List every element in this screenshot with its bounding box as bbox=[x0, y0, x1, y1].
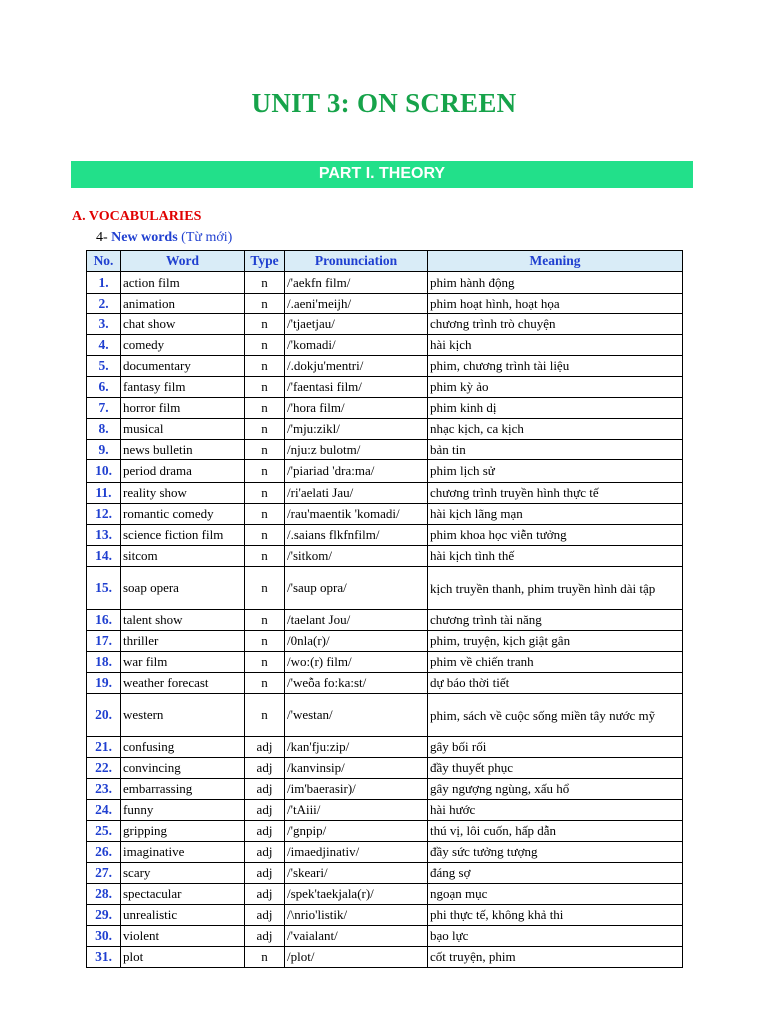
meaning-cell: phim khoa học viễn tưởng bbox=[428, 525, 683, 546]
table-row bbox=[87, 504, 683, 525]
word-cell: plot bbox=[121, 947, 245, 968]
row-number: 14. bbox=[87, 546, 121, 567]
row-number: 17. bbox=[87, 631, 121, 652]
type-cell: n bbox=[245, 610, 285, 631]
meaning-cell: phim, chương trình tài liệu bbox=[428, 356, 683, 377]
row-number: 2. bbox=[87, 294, 121, 314]
header-word: Word bbox=[121, 251, 245, 272]
row-number: 30. bbox=[87, 926, 121, 947]
type-cell: adj bbox=[245, 800, 285, 821]
table-row bbox=[87, 335, 683, 356]
row-number: 11. bbox=[87, 483, 121, 504]
row-number: 31. bbox=[87, 947, 121, 968]
word-cell: musical bbox=[121, 419, 245, 440]
pronunciation-cell: /0nla(r)/ bbox=[285, 631, 428, 652]
type-cell: n bbox=[245, 483, 285, 504]
row-number: 22. bbox=[87, 758, 121, 779]
meaning-cell: gây bối rối bbox=[428, 737, 683, 758]
pronunciation-cell: /.saians flkfnfilm/ bbox=[285, 525, 428, 546]
meaning-cell: phim kinh dị bbox=[428, 398, 683, 419]
table-row bbox=[87, 377, 683, 398]
word-cell: violent bbox=[121, 926, 245, 947]
row-number: 4. bbox=[87, 335, 121, 356]
word-cell: funny bbox=[121, 800, 245, 821]
pronunciation-cell: /.aeni'meijh/ bbox=[285, 294, 428, 314]
pronunciation-cell: /'komadi/ bbox=[285, 335, 428, 356]
type-cell: n bbox=[245, 546, 285, 567]
word-cell: gripping bbox=[121, 821, 245, 842]
table-row bbox=[87, 460, 683, 483]
table-row bbox=[87, 926, 683, 947]
word-cell: talent show bbox=[121, 610, 245, 631]
pronunciation-cell: /kan'fju:zip/ bbox=[285, 737, 428, 758]
row-number: 10. bbox=[87, 460, 121, 483]
meaning-cell: ngoạn mục bbox=[428, 884, 683, 905]
meaning-cell: phim hoạt hình, hoạt họa bbox=[428, 294, 683, 314]
pronunciation-cell: /nju:z bulotm/ bbox=[285, 440, 428, 460]
row-number: 19. bbox=[87, 673, 121, 694]
word-cell: fantasy film bbox=[121, 377, 245, 398]
header-meaning: Meaning bbox=[428, 251, 683, 272]
meaning-cell: phim lịch sử bbox=[428, 460, 683, 483]
word-cell: western bbox=[121, 694, 245, 737]
meaning-cell: hài kịch lãng mạn bbox=[428, 504, 683, 525]
table-row bbox=[87, 610, 683, 631]
type-cell: adj bbox=[245, 737, 285, 758]
word-cell: spectacular bbox=[121, 884, 245, 905]
pronunciation-cell: /'mju:zikl/ bbox=[285, 419, 428, 440]
word-cell: scary bbox=[121, 863, 245, 884]
type-cell: n bbox=[245, 356, 285, 377]
table-row bbox=[87, 947, 683, 968]
pronunciation-cell: /\nrio'listik/ bbox=[285, 905, 428, 926]
word-cell: horror film bbox=[121, 398, 245, 419]
subheading bbox=[96, 230, 232, 246]
meaning-cell: thú vị, lôi cuốn, hấp dẫn bbox=[428, 821, 683, 842]
type-cell: adj bbox=[245, 758, 285, 779]
pronunciation-cell: /kanvinsip/ bbox=[285, 758, 428, 779]
type-cell: n bbox=[245, 694, 285, 737]
type-cell: n bbox=[245, 652, 285, 673]
section-heading: A. VOCABULARIES bbox=[72, 209, 202, 224]
table-row bbox=[87, 356, 683, 377]
pronunciation-cell: /'gnpip/ bbox=[285, 821, 428, 842]
header-type: Type bbox=[245, 251, 285, 272]
row-number: 1. bbox=[87, 272, 121, 294]
type-cell: n bbox=[245, 631, 285, 652]
word-cell: action film bbox=[121, 272, 245, 294]
type-cell: n bbox=[245, 673, 285, 694]
table-row bbox=[87, 419, 683, 440]
word-cell: comedy bbox=[121, 335, 245, 356]
table-row bbox=[87, 821, 683, 842]
word-cell: thriller bbox=[121, 631, 245, 652]
subheading-number: 4- bbox=[96, 230, 108, 245]
word-cell: weather forecast bbox=[121, 673, 245, 694]
type-cell: n bbox=[245, 525, 285, 546]
row-number: 29. bbox=[87, 905, 121, 926]
type-cell: adj bbox=[245, 905, 285, 926]
table-row bbox=[87, 779, 683, 800]
pronunciation-cell: /'piariad 'dra:ma/ bbox=[285, 460, 428, 483]
pronunciation-cell: /ri'aelati Jau/ bbox=[285, 483, 428, 504]
row-number: 18. bbox=[87, 652, 121, 673]
pronunciation-cell: /'weỗa fo:ka:st/ bbox=[285, 673, 428, 694]
type-cell: n bbox=[245, 294, 285, 314]
word-cell: reality show bbox=[121, 483, 245, 504]
part-heading-bar: PART I. THEORY bbox=[71, 161, 693, 188]
pronunciation-cell: /rau'maentik 'komadi/ bbox=[285, 504, 428, 525]
type-cell: n bbox=[245, 419, 285, 440]
table-row bbox=[87, 863, 683, 884]
pronunciation-cell: /'tjaetjau/ bbox=[285, 314, 428, 335]
type-cell: n bbox=[245, 504, 285, 525]
meaning-cell: gây ngượng ngùng, xấu hổ bbox=[428, 779, 683, 800]
word-cell: documentary bbox=[121, 356, 245, 377]
row-number: 15. bbox=[87, 567, 121, 610]
table-row bbox=[87, 567, 683, 610]
word-cell: unrealistic bbox=[121, 905, 245, 926]
meaning-cell: hài kịch bbox=[428, 335, 683, 356]
table-row bbox=[87, 440, 683, 460]
meaning-cell: hài kịch tình thế bbox=[428, 546, 683, 567]
type-cell: n bbox=[245, 567, 285, 610]
table-row bbox=[87, 800, 683, 821]
row-number: 5. bbox=[87, 356, 121, 377]
word-cell: chat show bbox=[121, 314, 245, 335]
meaning-cell: nhạc kịch, ca kịch bbox=[428, 419, 683, 440]
row-number: 28. bbox=[87, 884, 121, 905]
table-row bbox=[87, 525, 683, 546]
row-number: 13. bbox=[87, 525, 121, 546]
table-row bbox=[87, 314, 683, 335]
word-cell: war film bbox=[121, 652, 245, 673]
word-cell: embarrassing bbox=[121, 779, 245, 800]
page-title: UNIT 3: ON SCREEN bbox=[251, 88, 517, 118]
word-cell: soap opera bbox=[121, 567, 245, 610]
word-cell: sitcom bbox=[121, 546, 245, 567]
row-number: 6. bbox=[87, 377, 121, 398]
meaning-cell: phim, truyện, kịch giật gân bbox=[428, 631, 683, 652]
header-no: No. bbox=[87, 251, 121, 272]
row-number: 27. bbox=[87, 863, 121, 884]
table-header-row bbox=[87, 251, 683, 272]
type-cell: n bbox=[245, 377, 285, 398]
pronunciation-cell: /spek'taekjala(r)/ bbox=[285, 884, 428, 905]
table-row bbox=[87, 294, 683, 314]
type-cell: adj bbox=[245, 884, 285, 905]
type-cell: n bbox=[245, 272, 285, 294]
word-cell: news bulletin bbox=[121, 440, 245, 460]
table-row bbox=[87, 758, 683, 779]
row-number: 20. bbox=[87, 694, 121, 737]
meaning-cell: chương trình truyền hình thực tế bbox=[428, 483, 683, 504]
pronunciation-cell: /'saup opra/ bbox=[285, 567, 428, 610]
meaning-cell: phim, sách về cuộc sống miền tây nước mỹ bbox=[428, 694, 683, 737]
table-row bbox=[87, 272, 683, 294]
meaning-cell: chương trình tài năng bbox=[428, 610, 683, 631]
meaning-cell: kịch truyền thanh, phim truyền hình dài tập bbox=[428, 567, 683, 610]
word-cell: confusing bbox=[121, 737, 245, 758]
pronunciation-cell: /'vaialant/ bbox=[285, 926, 428, 947]
row-number: 16. bbox=[87, 610, 121, 631]
pronunciation-cell: /'sitkom/ bbox=[285, 546, 428, 567]
row-number: 24. bbox=[87, 800, 121, 821]
meaning-cell: chương trình trò chuyện bbox=[428, 314, 683, 335]
meaning-cell: bạo lực bbox=[428, 926, 683, 947]
pronunciation-cell: /.dokju'mentri/ bbox=[285, 356, 428, 377]
meaning-cell: phim hành động bbox=[428, 272, 683, 294]
meaning-cell: phi thực tế, không khả thi bbox=[428, 905, 683, 926]
table-row bbox=[87, 737, 683, 758]
row-number: 12. bbox=[87, 504, 121, 525]
meaning-cell: bản tin bbox=[428, 440, 683, 460]
pronunciation-cell: /'tAiii/ bbox=[285, 800, 428, 821]
word-cell: period drama bbox=[121, 460, 245, 483]
table-row bbox=[87, 884, 683, 905]
meaning-cell: hài hước bbox=[428, 800, 683, 821]
header-pronunciation: Pronunciation bbox=[285, 251, 428, 272]
pronunciation-cell: /taelant Jou/ bbox=[285, 610, 428, 631]
table-row bbox=[87, 842, 683, 863]
row-number: 7. bbox=[87, 398, 121, 419]
meaning-cell: dự báo thời tiết bbox=[428, 673, 683, 694]
vocabulary-table bbox=[86, 250, 683, 968]
word-cell: imaginative bbox=[121, 842, 245, 863]
pronunciation-cell: /'faentasi film/ bbox=[285, 377, 428, 398]
table-row bbox=[87, 694, 683, 737]
type-cell: adj bbox=[245, 863, 285, 884]
type-cell: adj bbox=[245, 842, 285, 863]
type-cell: adj bbox=[245, 821, 285, 842]
row-number: 3. bbox=[87, 314, 121, 335]
meaning-cell: đầy thuyết phục bbox=[428, 758, 683, 779]
pronunciation-cell: /plot/ bbox=[285, 947, 428, 968]
type-cell: adj bbox=[245, 779, 285, 800]
row-number: 9. bbox=[87, 440, 121, 460]
pronunciation-cell: /wo:(r) film/ bbox=[285, 652, 428, 673]
meaning-cell: phim kỳ ảo bbox=[428, 377, 683, 398]
table-row bbox=[87, 652, 683, 673]
type-cell: adj bbox=[245, 926, 285, 947]
type-cell: n bbox=[245, 947, 285, 968]
table-row bbox=[87, 631, 683, 652]
meaning-cell: cốt truyện, phim bbox=[428, 947, 683, 968]
pronunciation-cell: /'hora film/ bbox=[285, 398, 428, 419]
type-cell: n bbox=[245, 440, 285, 460]
row-number: 25. bbox=[87, 821, 121, 842]
table-row bbox=[87, 546, 683, 567]
word-cell: romantic comedy bbox=[121, 504, 245, 525]
row-number: 21. bbox=[87, 737, 121, 758]
word-cell: science fiction film bbox=[121, 525, 245, 546]
row-number: 26. bbox=[87, 842, 121, 863]
table-row bbox=[87, 905, 683, 926]
pronunciation-cell: /imaedjinativ/ bbox=[285, 842, 428, 863]
row-number: 23. bbox=[87, 779, 121, 800]
subheading-label: New words bbox=[111, 230, 178, 245]
table-row bbox=[87, 398, 683, 419]
row-number: 8. bbox=[87, 419, 121, 440]
pronunciation-cell: /im'baerasir)/ bbox=[285, 779, 428, 800]
word-cell: animation bbox=[121, 294, 245, 314]
word-cell: convincing bbox=[121, 758, 245, 779]
table-row bbox=[87, 483, 683, 504]
meaning-cell: phim về chiến tranh bbox=[428, 652, 683, 673]
type-cell: n bbox=[245, 314, 285, 335]
meaning-cell: đầy sức tưởng tượng bbox=[428, 842, 683, 863]
pronunciation-cell: /'skeari/ bbox=[285, 863, 428, 884]
table-row bbox=[87, 673, 683, 694]
pronunciation-cell: /'aekfn film/ bbox=[285, 272, 428, 294]
meaning-cell: đáng sợ bbox=[428, 863, 683, 884]
type-cell: n bbox=[245, 460, 285, 483]
type-cell: n bbox=[245, 335, 285, 356]
pronunciation-cell: /'westan/ bbox=[285, 694, 428, 737]
type-cell: n bbox=[245, 398, 285, 419]
subheading-translation: (Từ mới) bbox=[181, 230, 233, 245]
table-body bbox=[87, 272, 683, 968]
